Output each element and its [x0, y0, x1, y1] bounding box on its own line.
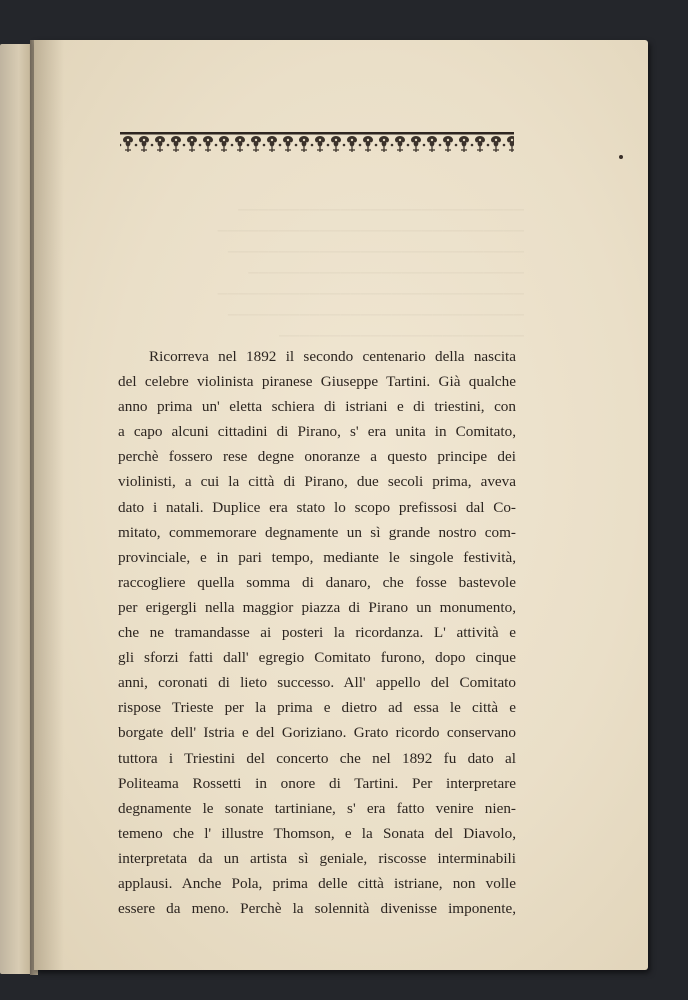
text-line: provinciale, e in pari tempo, mediante le singole festività, — [118, 548, 516, 566]
text-line: che ne tramandasse ai posteri la ricordanza. L' attività e — [118, 624, 516, 642]
ornamental-header-band — [120, 132, 514, 158]
text-line: a capo alcuni cittadini di Pirano, s' era unita in Comitato, — [118, 423, 516, 441]
text-line: rispose Trieste per la prima e dietro ad essa le città e — [118, 699, 516, 717]
body-paragraph — [118, 344, 516, 921]
page-speck — [619, 155, 623, 159]
text-line: borgate dell' Istria e del Goriziano. Grato ricordo conservano — [118, 724, 516, 742]
text-line: interpretata da un artista sì geniale, riscosse interminabili — [118, 849, 516, 867]
text-line: anni, coronati di lieto successo. All' appello del Comitato — [118, 674, 516, 692]
book-page — [34, 40, 648, 970]
text-line: degnamente le sonate tartiniane, s' era fatto venire nien- — [118, 799, 516, 817]
show-through-text: ──────────────────────────── ────────────────────────────── ───────────────────────────── ─────────────────────────── ────────────────────────────── ───────────────────────────── ──────────────────────── — [217, 203, 524, 344]
text-line: violinisti, a cui la città di Pirano, due secoli prima, aveva — [118, 473, 516, 491]
left-page-edge — [0, 44, 34, 974]
text-line: raccogliere quella somma di danaro, che fosse bastevole — [118, 573, 516, 591]
text-line: mitato, commemorare degnamente un sì grande nostro com- — [118, 523, 516, 541]
text-line: temeno che l' illustre Thomson, e la Sonata del Diavolo, — [118, 824, 516, 842]
text-line: tuttora i Triestini del concerto che nel 1892 fu dato al — [118, 749, 516, 767]
text-line: applausi. Anche Pola, prima delle città istriane, non volle — [118, 874, 516, 892]
text-line: anno prima un' eletta schiera di istriani e di triestini, con — [118, 398, 516, 416]
text-line: gli sforzi fatti dall' egregio Comitato furono, dopo cinque — [118, 649, 516, 667]
text-line: essere da meno. Perchè la solennità divenisse imponente, — [118, 900, 516, 918]
text-line: dato i natali. Duplice era stato lo scopo prefissosi dal Co- — [118, 498, 516, 516]
text-line: perchè fossero rese degne onoranze a questo principe dei — [118, 448, 516, 466]
text-line: del celebre violinista piranese Giuseppe Tartini. Già qualche — [118, 373, 516, 391]
text-line: Ricorreva nel 1892 il secondo centenario della nascita — [149, 348, 516, 365]
text-line: Politeama Rossetti in onore di Tartini. Per interpretare — [118, 774, 516, 792]
text-line: per erigergli nella maggior piazza di Pirano un monumento, — [118, 598, 516, 616]
